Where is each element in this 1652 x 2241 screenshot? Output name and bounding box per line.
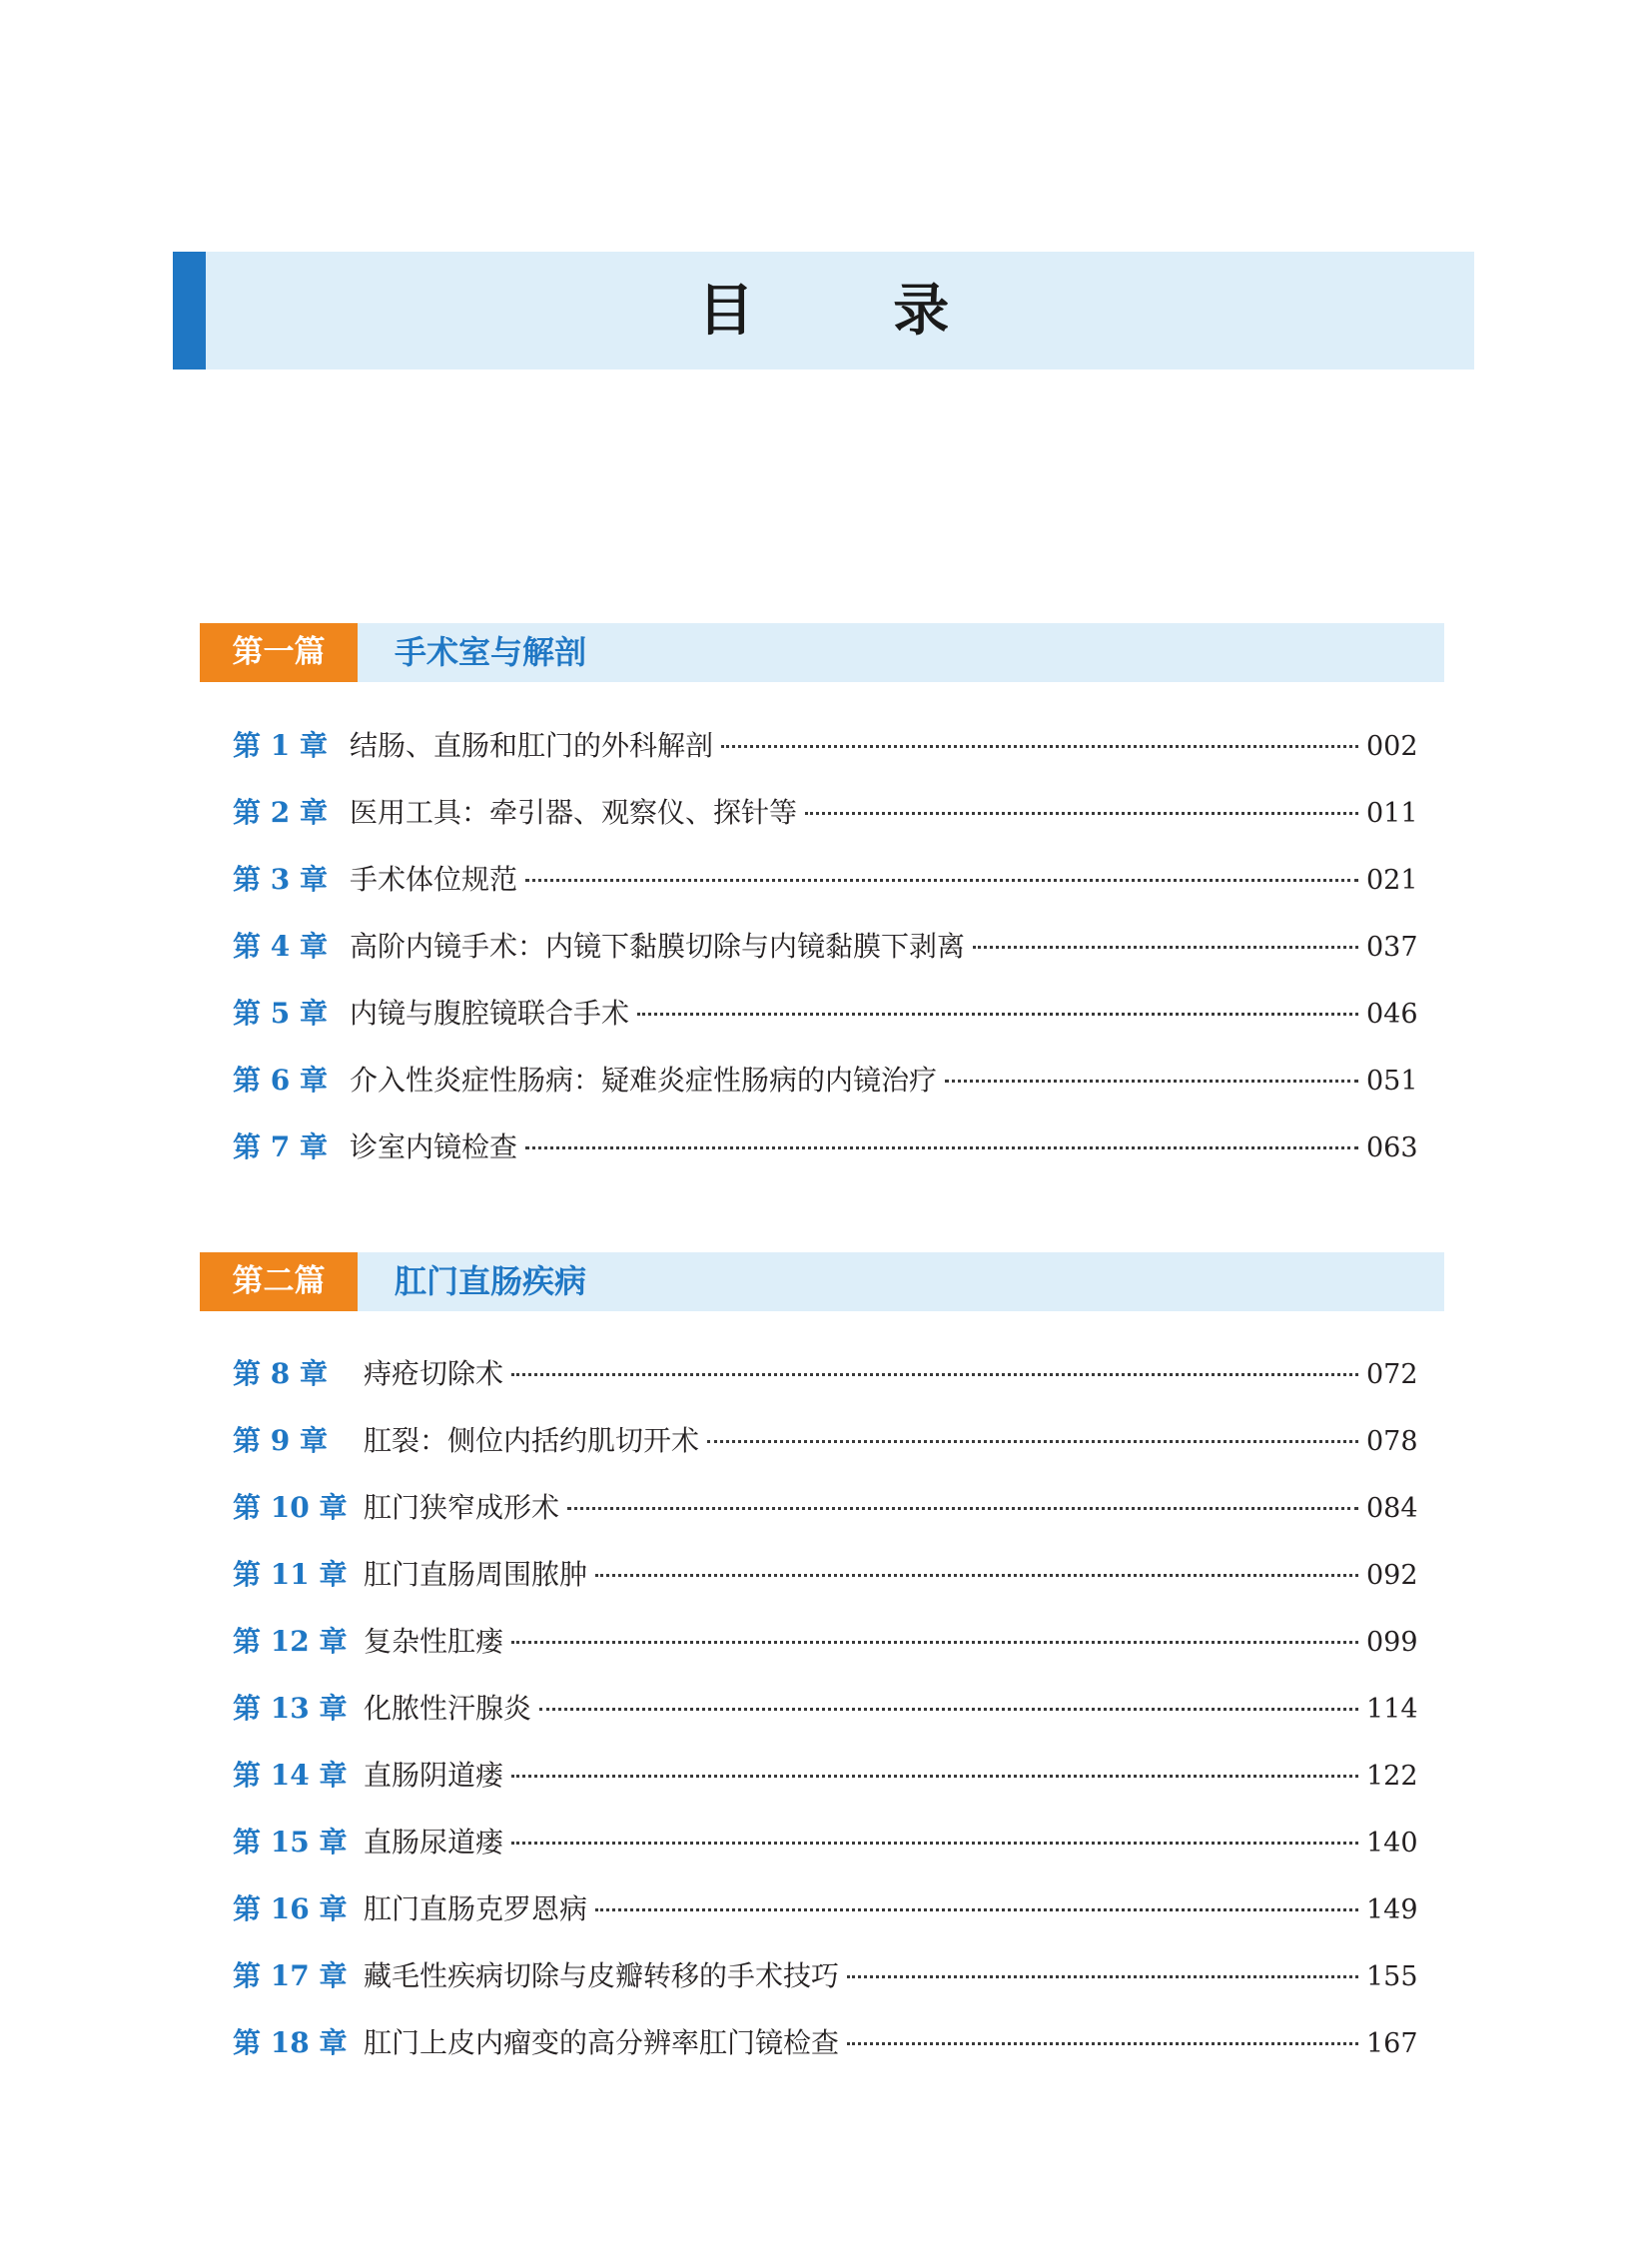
toc-entry[interactable]	[233, 1823, 1418, 1889]
chapter-title: 肛裂：侧位内括约肌切开术	[364, 1424, 700, 1457]
chapter-number: 第 5 章	[233, 997, 328, 1030]
chapter-number: 第 14 章	[233, 1759, 348, 1792]
chapter-title: 结肠、直肠和肛门的外科解剖	[350, 729, 714, 762]
toc-entry[interactable]	[233, 860, 1418, 927]
chapter-page: 084	[1366, 1493, 1418, 1524]
chapter-number: 第 9 章	[233, 1424, 328, 1457]
chapter-number: 第 15 章	[233, 1826, 348, 1859]
toc-entry[interactable]	[233, 994, 1418, 1061]
title-banner	[173, 252, 1474, 370]
chapter-number: 第 4 章	[233, 930, 328, 963]
chapter-title: 化脓性汗腺炎	[364, 1692, 532, 1725]
chapter-number: 第 11 章	[233, 1558, 348, 1591]
dot-leader	[707, 1440, 1358, 1443]
dot-leader	[847, 1975, 1358, 1978]
chapter-page: 021	[1366, 865, 1418, 896]
toc-entry[interactable]	[233, 2023, 1418, 2090]
dot-leader	[945, 1080, 1358, 1083]
chapter-page: 046	[1366, 999, 1418, 1030]
chapter-number: 第 10 章	[233, 1491, 348, 1524]
chapter-page: 072	[1366, 1359, 1418, 1390]
toc-entry[interactable]	[233, 1354, 1418, 1421]
toc-entry[interactable]	[233, 1689, 1418, 1756]
dot-leader	[511, 1775, 1358, 1778]
chapter-list-part-2	[233, 1354, 1418, 2090]
part-title: 肛门直肠疾病	[395, 1262, 587, 1300]
dot-leader	[525, 879, 1358, 882]
chapter-title: 直肠尿道瘘	[364, 1826, 504, 1859]
part-tag: 第一篇	[200, 623, 358, 682]
dot-leader	[847, 2042, 1358, 2045]
chapter-title: 介入性炎症性肠病：疑难炎症性肠病的内镜治疗	[350, 1064, 938, 1097]
chapter-title: 手术体位规范	[350, 863, 518, 896]
chapter-page: 140	[1366, 1828, 1418, 1859]
chapter-page: 037	[1366, 932, 1418, 963]
chapter-number: 第 7 章	[233, 1130, 328, 1163]
chapter-number: 第 13 章	[233, 1692, 348, 1725]
chapter-page: 063	[1366, 1132, 1418, 1163]
toc-entry[interactable]	[233, 1555, 1418, 1622]
chapter-number: 第 1 章	[233, 729, 328, 762]
chapter-page: 149	[1366, 1894, 1418, 1925]
part-title: 手术室与解剖	[395, 633, 587, 671]
chapter-page: 092	[1366, 1560, 1418, 1591]
toc-entry[interactable]	[233, 1421, 1418, 1488]
dot-leader	[511, 1641, 1358, 1644]
chapter-page: 167	[1366, 2028, 1418, 2059]
chapter-page: 122	[1366, 1761, 1418, 1792]
page-title: 目 录	[697, 278, 1010, 344]
chapter-number: 第 2 章	[233, 796, 328, 829]
chapter-title: 肛门狭窄成形术	[364, 1491, 560, 1524]
toc-entry[interactable]	[233, 1488, 1418, 1555]
dot-leader	[973, 946, 1358, 949]
dot-leader	[511, 1373, 1358, 1376]
toc-entry[interactable]	[233, 1756, 1418, 1823]
chapter-page: 078	[1366, 1426, 1418, 1457]
toc-entry[interactable]	[233, 1622, 1418, 1689]
toc-entry[interactable]	[233, 1127, 1418, 1194]
chapter-number: 第 17 章	[233, 1959, 348, 1992]
chapter-page: 011	[1366, 798, 1418, 829]
dot-leader	[637, 1013, 1358, 1016]
chapter-page: 099	[1366, 1627, 1418, 1658]
part-tag: 第二篇	[200, 1252, 358, 1311]
chapter-title: 高阶内镜手术：内镜下黏膜切除与内镜黏膜下剥离	[350, 930, 966, 963]
chapter-page: 114	[1366, 1694, 1418, 1725]
dot-leader	[525, 1146, 1358, 1149]
chapter-number: 第 12 章	[233, 1625, 348, 1658]
chapter-number: 第 3 章	[233, 863, 328, 896]
dot-leader	[721, 745, 1358, 748]
dot-leader	[567, 1507, 1358, 1510]
dot-leader	[511, 1842, 1358, 1845]
chapter-title: 内镜与腹腔镜联合手术	[350, 997, 630, 1030]
toc-entry[interactable]	[233, 793, 1418, 860]
chapter-title: 肛门直肠克罗恩病	[364, 1892, 588, 1925]
chapter-title: 诊室内镜检查	[350, 1130, 518, 1163]
chapter-title: 复杂性肛瘘	[364, 1625, 504, 1658]
chapter-list-part-1	[233, 726, 1418, 1194]
chapter-title: 直肠阴道瘘	[364, 1759, 504, 1792]
chapter-title: 肛门上皮内瘤变的高分辨率肛门镜检查	[364, 2026, 840, 2059]
chapter-title: 肛门直肠周围脓肿	[364, 1558, 588, 1591]
chapter-title: 医用工具：牵引器、观察仪、探针等	[350, 796, 798, 829]
chapter-number: 第 16 章	[233, 1892, 348, 1925]
dot-leader	[805, 812, 1358, 815]
dot-leader	[595, 1908, 1358, 1911]
chapter-number: 第 18 章	[233, 2026, 348, 2059]
chapter-title: 藏毛性疾病切除与皮瓣转移的手术技巧	[364, 1959, 840, 1992]
toc-entry[interactable]	[233, 726, 1418, 793]
chapter-page: 002	[1366, 731, 1418, 762]
chapter-number: 第 6 章	[233, 1064, 328, 1097]
toc-entry[interactable]	[233, 1889, 1418, 1956]
part-header-2	[200, 1252, 1444, 1311]
dot-leader	[595, 1574, 1358, 1577]
chapter-number: 第 8 章	[233, 1357, 328, 1390]
toc-entry[interactable]	[233, 927, 1418, 994]
toc-entry[interactable]	[233, 1061, 1418, 1127]
chapter-title: 痔疮切除术	[364, 1357, 504, 1390]
part-header-1	[200, 623, 1444, 682]
chapter-page: 051	[1366, 1066, 1418, 1097]
dot-leader	[539, 1708, 1358, 1711]
chapter-page: 155	[1366, 1961, 1418, 1992]
toc-entry[interactable]	[233, 1956, 1418, 2023]
